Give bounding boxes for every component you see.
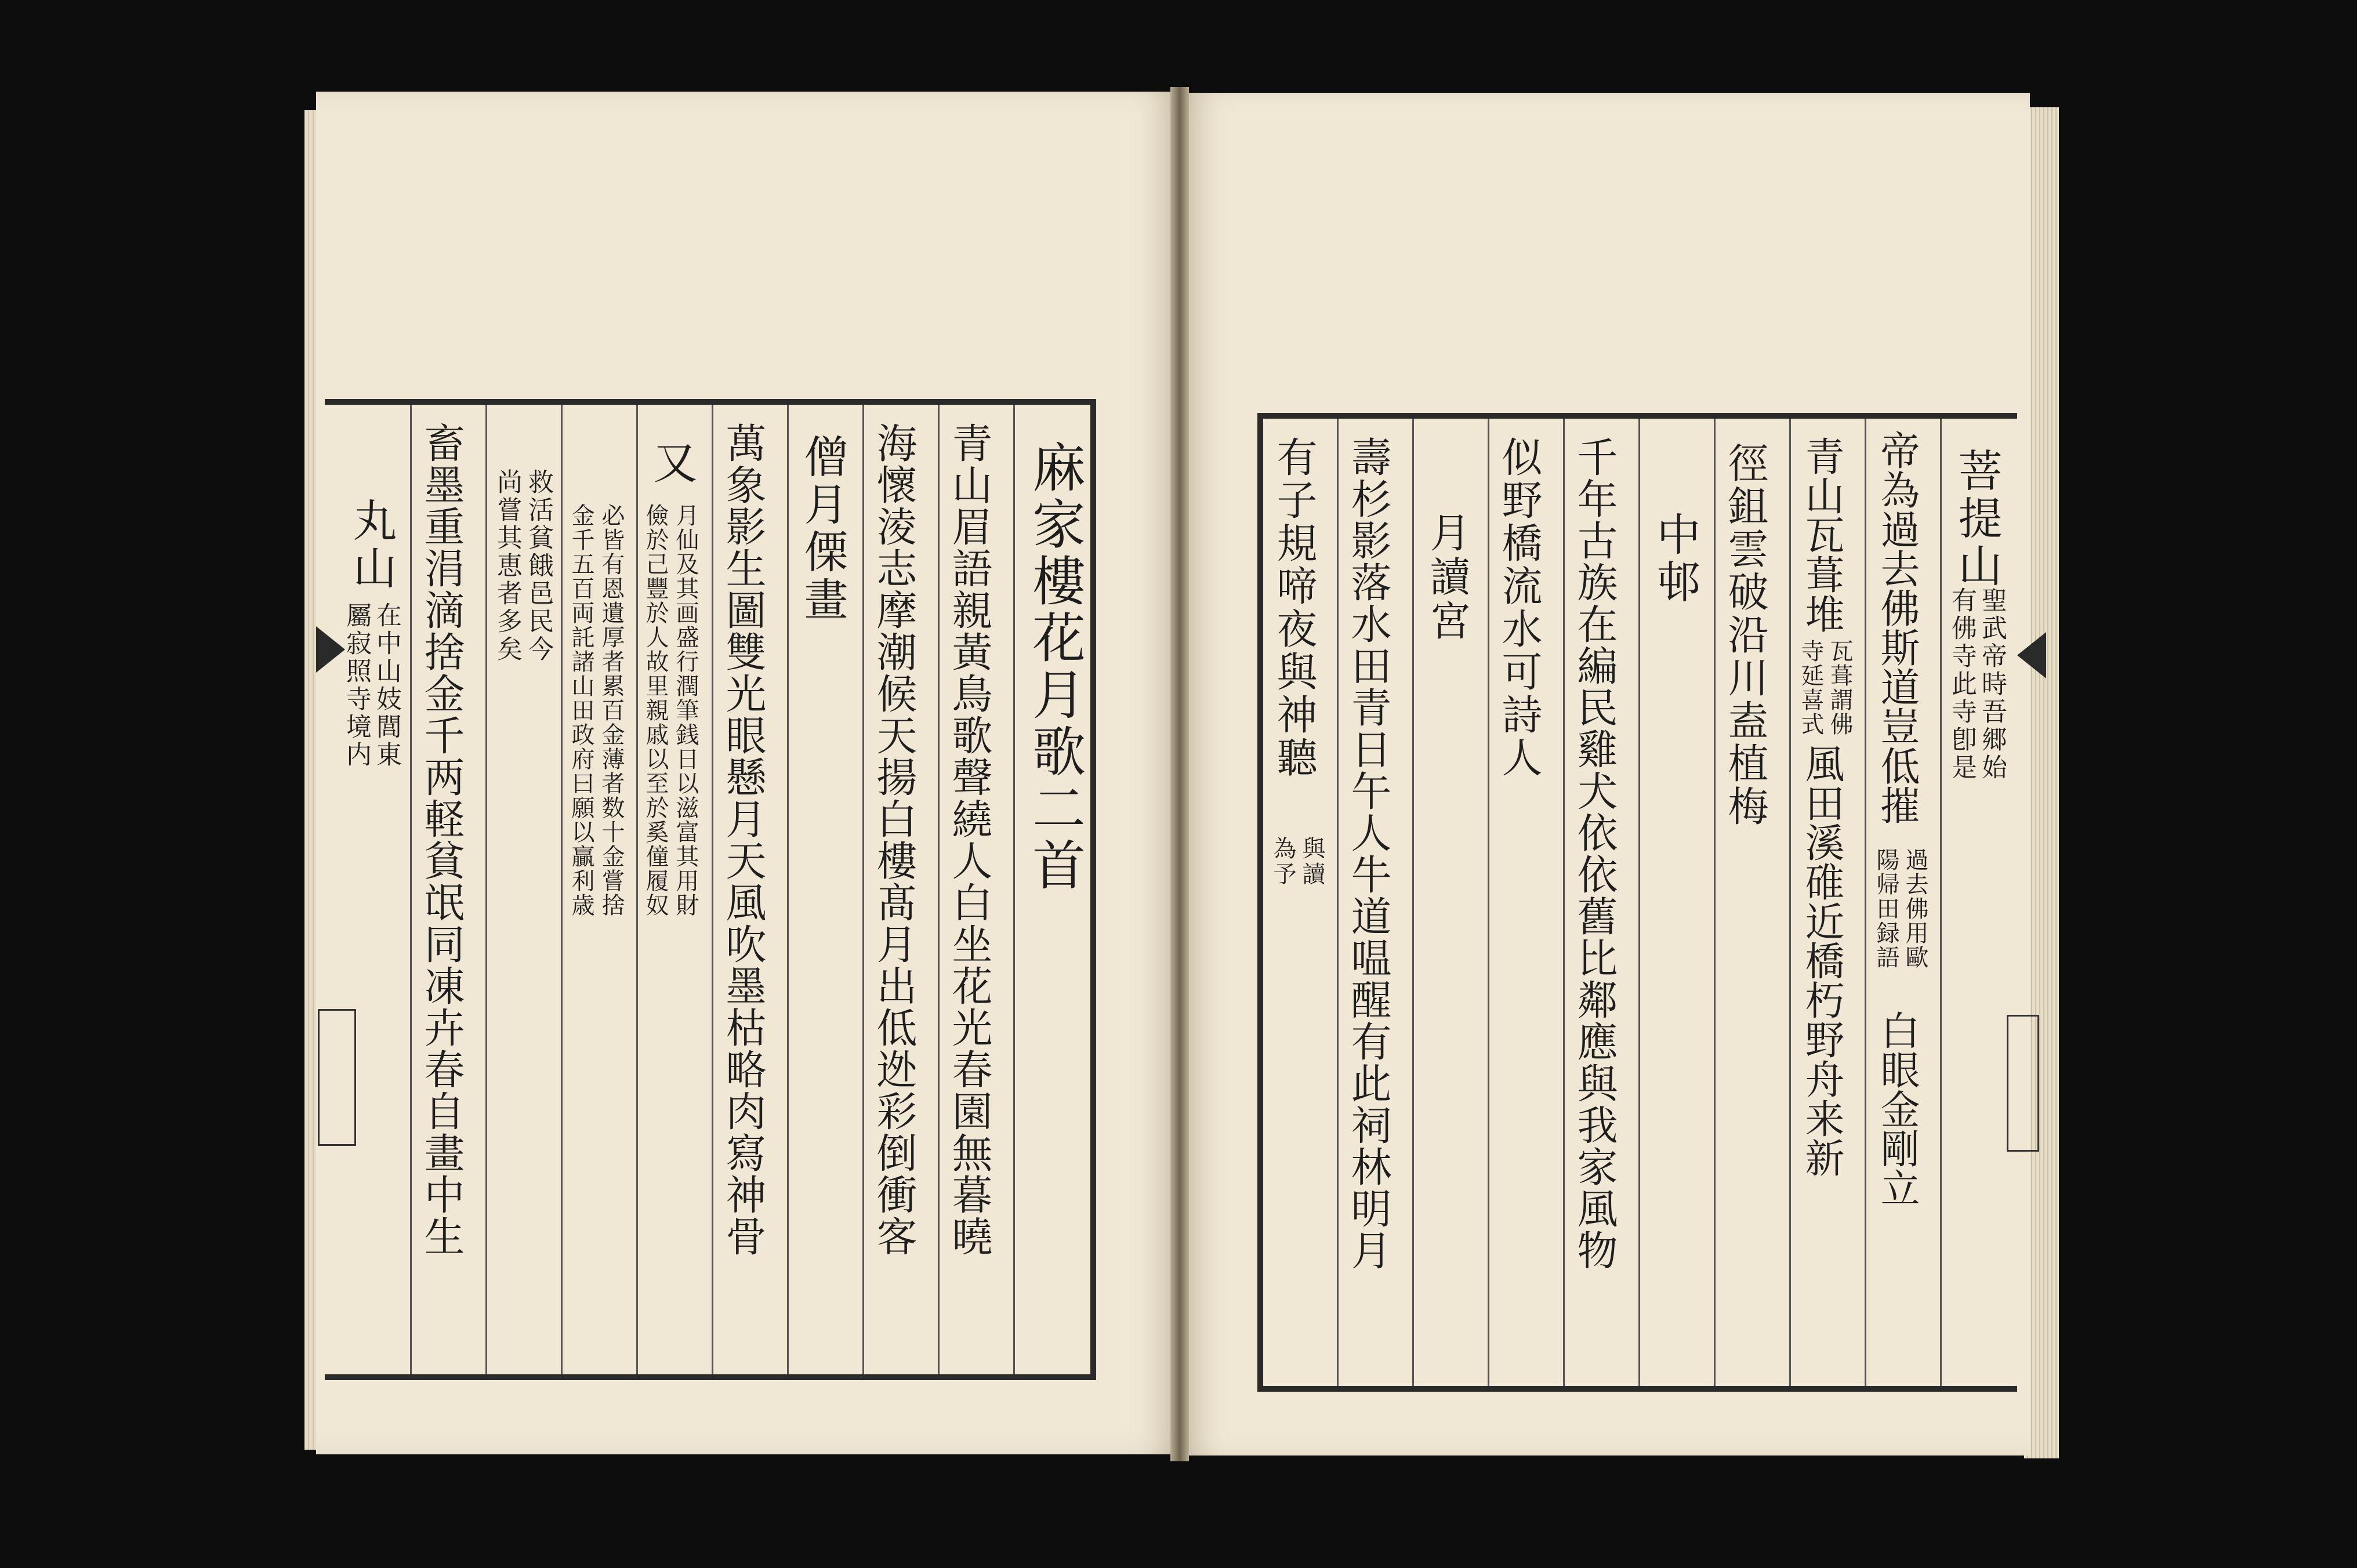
annotation-text: 陽帰田録語	[1873, 848, 1899, 970]
right-column-10	[1263, 419, 1339, 1386]
right-text-frame	[1257, 413, 2017, 1392]
right-column-2	[1866, 419, 1942, 1386]
right-column-9	[1339, 419, 1414, 1386]
annotation-text: 救活貧餓邑民今	[524, 469, 553, 663]
annotation-text: 儉於己豐於人故里親戚以至於奚僮履奴	[642, 503, 669, 917]
column-text: 徑鉏雲破沿川盍植梅	[1721, 442, 1769, 828]
annotation-text: 有佛寺此寺卽是	[1947, 587, 1977, 782]
column-text: 青山瓦葺堆	[1798, 436, 1844, 633]
column-text: 似野橋流水可詩人	[1495, 436, 1543, 779]
right-column-3	[1791, 419, 1866, 1386]
annotation-text: 聖武帝時吾郷始	[1977, 587, 2007, 782]
annotation-text: 瓦葺謂佛	[1826, 639, 1853, 736]
annotation-text: 過去佛用歐	[1902, 848, 1928, 970]
column-text: 白眼金剛立	[1874, 1010, 1920, 1207]
left-column-1	[1015, 405, 1090, 1374]
section-title: 中邨	[1649, 511, 1701, 607]
annotation-text: 為予	[1270, 836, 1296, 887]
left-column-5	[713, 405, 789, 1374]
left-column-9	[412, 405, 487, 1374]
left-column-7	[563, 405, 638, 1374]
annotation-text: 金千五百両託諸山田政府曰願以贏利歳	[568, 503, 594, 917]
column-text: 風田溪碓近橋朽野舟来新	[1798, 743, 1844, 1177]
right-fold-marker-icon	[2017, 632, 2046, 678]
column-text: 有子規啼夜與神聽	[1270, 436, 1318, 779]
column-text: 壽杉影落水田青日午人牛道嗢醒有此祠林明月	[1344, 436, 1392, 1271]
left-text-frame	[325, 399, 1096, 1380]
annotation-text: 屬寂照寺境内	[342, 602, 371, 769]
column-text: 畜墨重涓滴捨金千两軽貧氓同凍卉春自畫中生	[418, 422, 465, 1257]
annotation-text: 在中山妓閭東	[372, 602, 401, 769]
right-column-5	[1640, 419, 1716, 1386]
annotation-text: 尚嘗其恵者多矣	[492, 469, 522, 663]
column-text: 青山眉語親黃鳥歌聲繞人白坐花光春園無暮曉	[945, 422, 993, 1257]
left-column-4	[789, 405, 864, 1374]
left-column-8	[487, 405, 563, 1374]
annotation-text: 寺延喜式	[1797, 639, 1824, 736]
section-title: 月讀宮	[1423, 511, 1471, 644]
column-text: 丸山	[346, 498, 397, 593]
left-column-2	[940, 405, 1015, 1374]
annotation-text: 與讀	[1299, 836, 1325, 887]
left-column-10	[336, 405, 412, 1374]
column-text: 僧月傈畫	[797, 434, 848, 624]
left-column-6	[638, 405, 713, 1374]
annotation-text: 月仙及其画盛行潤筆銭日以滋富其用財	[672, 503, 699, 917]
column-text: 萬象影生圖雙光眼懸月天風吹墨枯略肉寫神骨	[719, 422, 767, 1257]
right-column-7	[1489, 419, 1565, 1386]
right-column-4	[1716, 419, 1791, 1386]
right-column-1	[1942, 419, 2017, 1386]
column-text: 帝為過去佛斯道豈低摧	[1874, 430, 1920, 825]
book-gutter	[1170, 87, 1189, 1461]
left-column-3	[864, 405, 940, 1374]
section-title: 菩提山	[1951, 448, 2003, 590]
column-text: 千年古族在編民雞犬依依舊比鄰應與我家風物	[1571, 436, 1618, 1271]
right-column-8	[1414, 419, 1489, 1386]
column-text: 又	[646, 440, 698, 487]
column-text: 海懷淩志摩潮候天揚白樓髙月出低迯彩倒衝客	[870, 422, 918, 1257]
annotation-text: 必皆有恩遺厚者累百金薄者数十金嘗捨	[598, 503, 625, 917]
right-column-6	[1565, 419, 1640, 1386]
poem-title: 麻家樓花月歌二首	[1024, 440, 1086, 894]
